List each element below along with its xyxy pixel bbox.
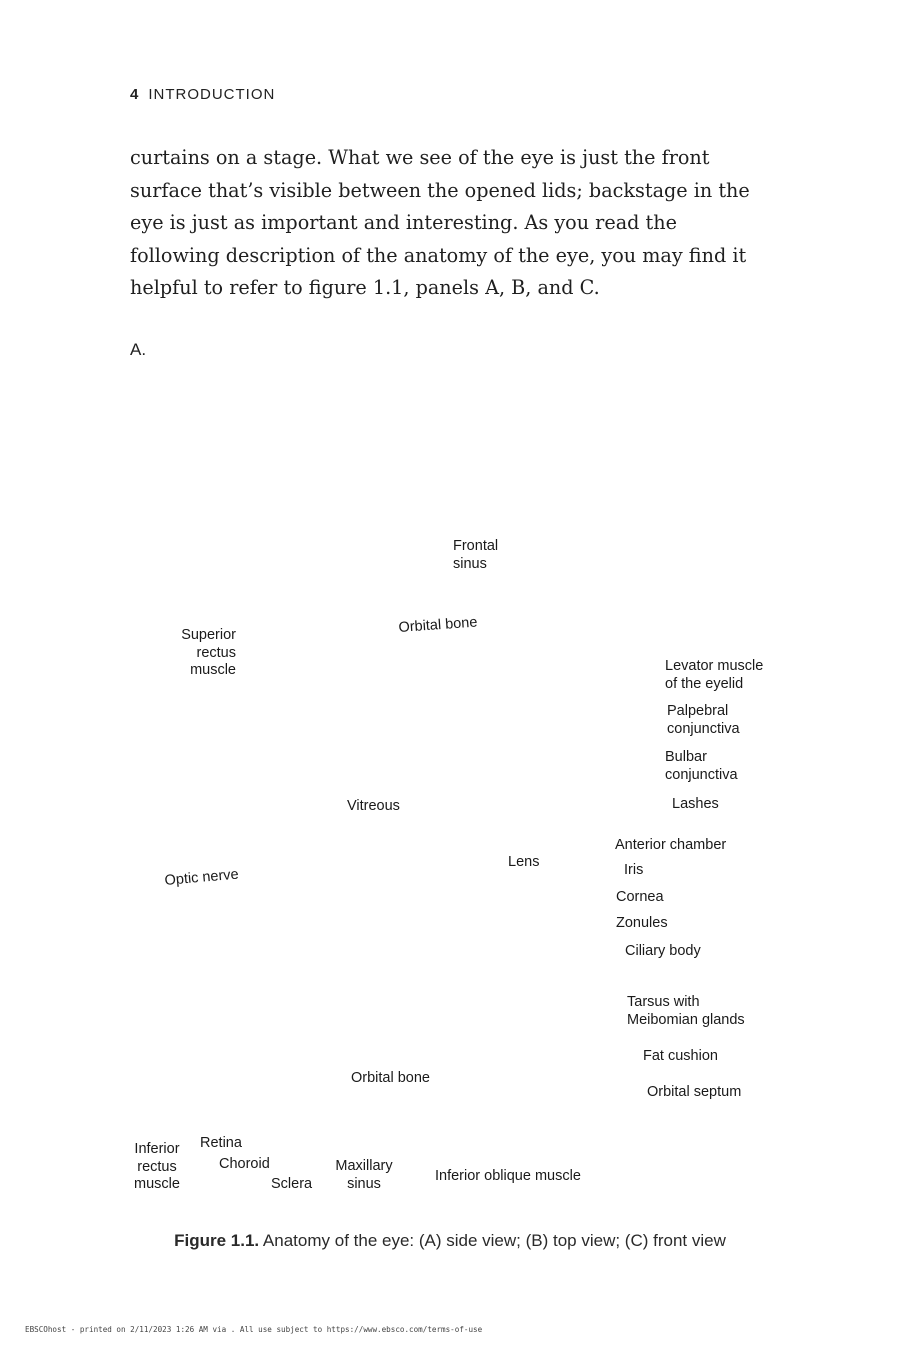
label-zonules: Zonules: [616, 915, 668, 931]
label-iris: Iris: [624, 862, 644, 878]
label-levator-muscle: Levator muscle of the eyelid: [665, 658, 764, 692]
label-orbital-bone-top: Orbital bone: [398, 614, 478, 636]
label-cornea: Cornea: [616, 889, 664, 905]
caption-text: Anatomy of the eye: (A) side view; (B) top view; (C) front view: [259, 1231, 726, 1250]
body-paragraph: curtains on a stage. What we see of the eye is just the front surface that’s visible between the opened lids; backstage in the eye is just as important and interesting. As you read the following description of the anatomy of the eye, you may find it helpful to refer to figure 1.1, panels A, B, and C.: [130, 146, 750, 299]
label-anterior-chamber: Anterior chamber: [615, 837, 727, 853]
label-ciliary-body: Ciliary body: [625, 943, 701, 959]
running-head: [130, 86, 275, 103]
label-optic-nerve: Optic nerve: [164, 866, 240, 889]
label-orbital-bone-bottom: Orbital bone: [351, 1070, 430, 1086]
figure-caption: [0, 1231, 900, 1251]
label-orbital-septum: Orbital septum: [647, 1084, 742, 1100]
print-footer: EBSCOhost - printed on 2/11/2023 1:26 AM via . All use subject to https://www.ebsco.com/terms-of-use: [25, 1325, 483, 1334]
label-bulbar-conjunctiva: Bulbar conjunctiva: [665, 749, 738, 783]
caption-label: Figure 1.1.: [174, 1231, 260, 1250]
label-lens: Lens: [508, 854, 540, 870]
label-lashes: Lashes: [672, 796, 719, 812]
label-retina: Retina: [200, 1135, 242, 1151]
page-number: 4: [130, 86, 139, 103]
label-maxillary-sinus: Maxillary sinus: [335, 1158, 393, 1192]
label-palpebral-conjunctiva: Palpebral conjunctiva: [667, 703, 740, 737]
label-tarsus-meibomian-glands: Tarsus with Meibomian glands: [627, 994, 745, 1028]
label-choroid: Choroid: [219, 1156, 270, 1172]
label-fat-cushion: Fat cushion: [643, 1048, 718, 1064]
label-inferior-oblique-muscle: Inferior oblique muscle: [435, 1168, 581, 1184]
section-title: INTRODUCTION: [148, 86, 276, 103]
label-vitreous: Vitreous: [347, 798, 400, 814]
figure-panel-label: A.: [130, 340, 147, 359]
label-sclera: Sclera: [271, 1176, 313, 1192]
label-frontal-sinus: Frontal sinus: [453, 538, 499, 572]
label-inferior-rectus-muscle: Inferior rectus muscle: [134, 1141, 180, 1192]
label-superior-rectus-muscle: Superior rectus muscle: [181, 627, 236, 678]
